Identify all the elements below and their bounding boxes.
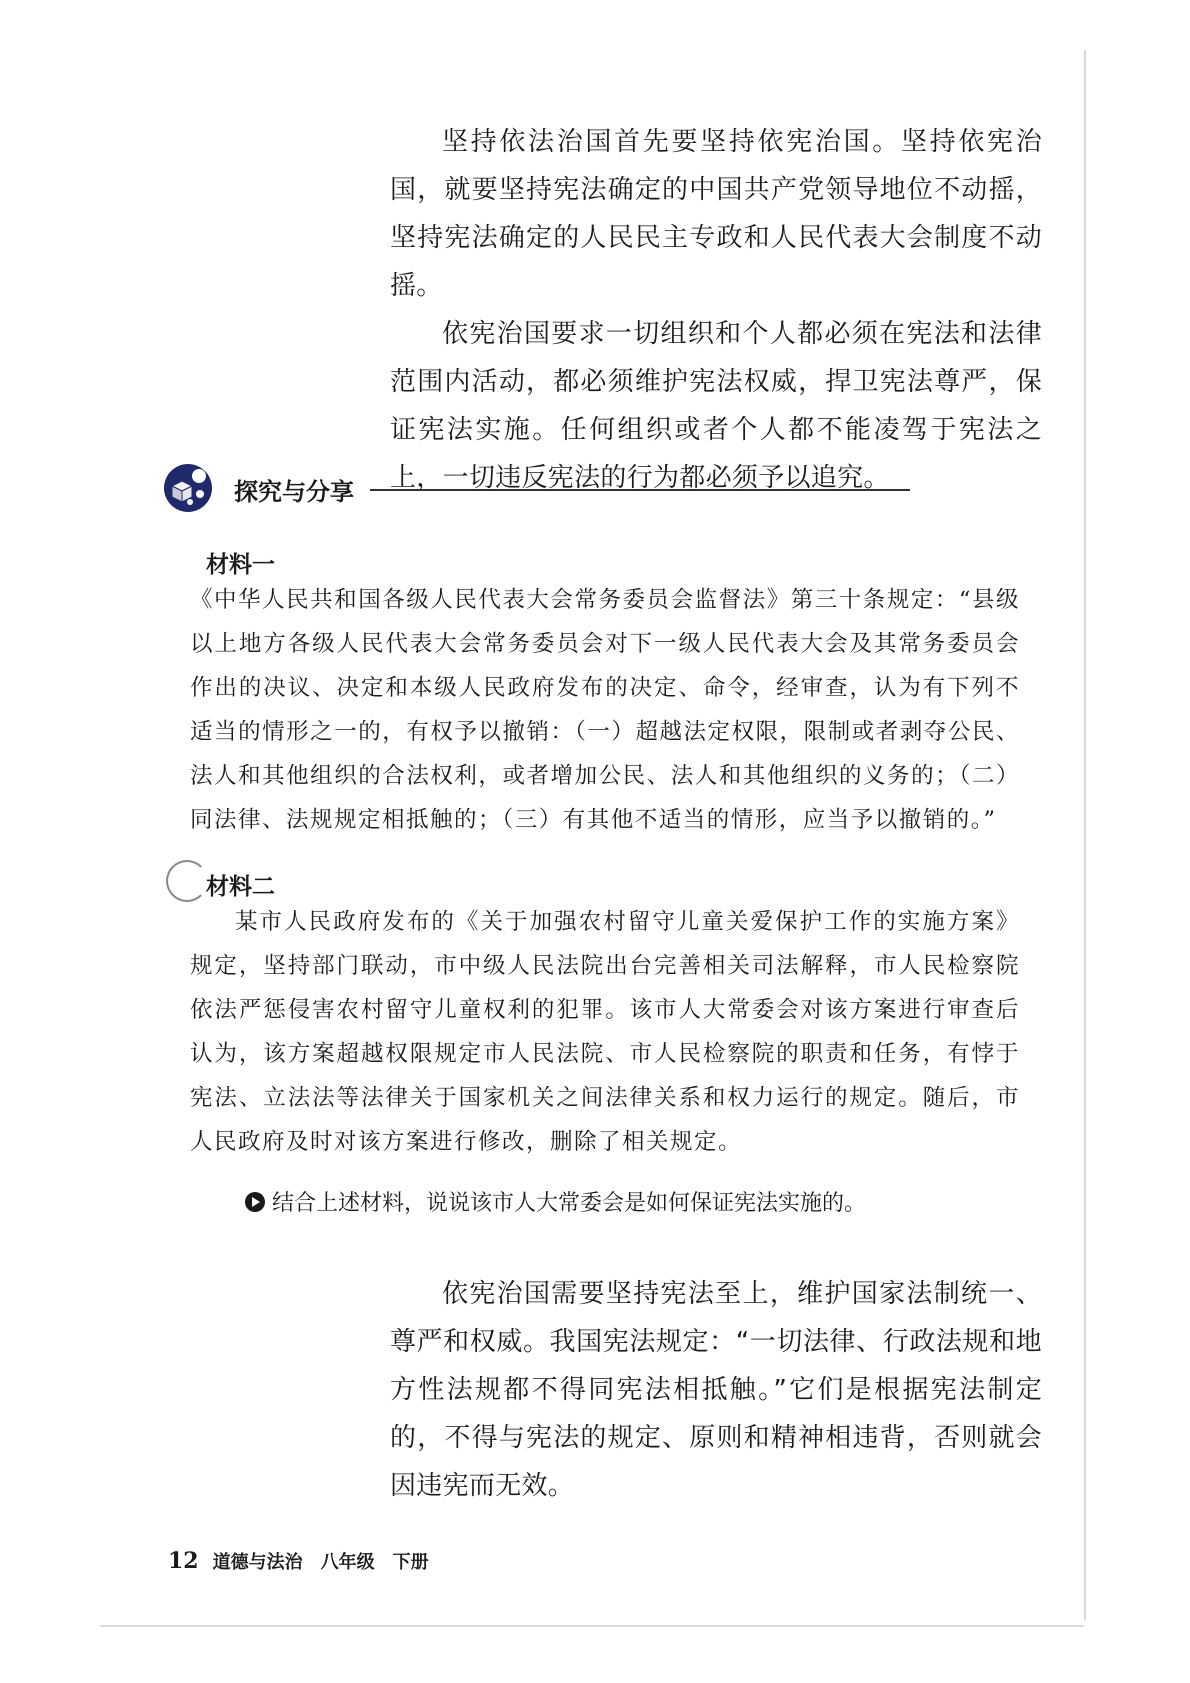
page-edge-bottom [100, 1625, 1084, 1627]
section-title: 探究与分享 [234, 478, 354, 506]
discussion-question [244, 1186, 1044, 1217]
globe-cube-icon [162, 462, 214, 514]
section-header [162, 462, 912, 516]
section-rule [370, 489, 910, 491]
play-circle-icon [244, 1191, 266, 1213]
intro-paragraph-2: 依宪治国要求一切组织和个人都必须在宪法和法律范围内活动，都必须维护宪法权威，捍卫宪法尊严，保证宪法实施。任何组织或者个人都不能凌驾于宪法之上，一切违反宪法的行为都必须予以追究。 [390, 319, 1042, 493]
volume-label: 下册 [392, 1552, 429, 1573]
closing-paragraph: 依宪治国需要坚持宪法至上，维护国家法制统一、尊严和权威。我国宪法规定：“一切法律、行政法规和地方性法规都不得同宪法相抵触。”它们是根据宪法制定的，不得与宪法的规定、原则和精神相违背，否则就会因违宪而无效。 [390, 1279, 1042, 1501]
material-1-paragraph: 《中华人民共和国各级人民代表大会常务委员会监督法》第三十条规定：“县级以上地方各级人民代表大会常务委员会对下一级人民代表大会及其常务委员会作出的决议、决定和本级人民政府发布的决定、命令，经审查，认为有下列不适当的情形之一的，有权予以撤销：（一）超越法定权限，限制或者剥夺公民、法人和其他组织的合法权利，或者增加公民、法人和其他组织的义务的；（二）同法律、法规规定相抵触的；（三）有其他不适当的情形，应当予以撤销的。” [190, 587, 1020, 833]
closing-text [390, 1270, 1042, 1510]
intro-text [390, 118, 1042, 502]
page-number: 12 [168, 1548, 199, 1574]
material-2-ring-decoration [166, 860, 208, 902]
material-1-title: 材料一 [206, 552, 275, 578]
material-2-paragraph: 某市人民政府发布的《关于加强农村留守儿童关爱保护工作的实施方案》规定，坚持部门联动，市中级人民法院出台完善相关司法解释，市人民检察院依法严惩侵害农村留守儿童权利的犯罪。该市人大常委会对该方案进行审查后认为，该方案超越权限规定市人民法院、市人民检察院的职责和任务，有悖于宪法、立法法等法律关于国家机关之间法律关系和权力运行的规定。随后，市人民政府及时对该方案进行修改，删除了相关规定。 [190, 909, 1020, 1155]
material-1-text [190, 578, 1020, 842]
page-footer [168, 1548, 447, 1574]
page-edge-right [1084, 50, 1086, 1620]
grade-label: 八年级 [320, 1552, 375, 1573]
material-2-text [190, 900, 1020, 1164]
question-text: 结合上述材料，说说该市人大常委会是如何保证宪法实施的。 [272, 1191, 867, 1216]
intro-paragraph-1: 坚持依法治国首先要坚持依宪治国。坚持依宪治国，就要坚持宪法确定的中国共产党领导地位不动摇，坚持宪法确定的人民民主专政和人民代表大会制度不动摇。 [390, 127, 1042, 301]
material-2-title: 材料二 [206, 874, 275, 900]
book-title: 道德与法治 [212, 1552, 303, 1573]
